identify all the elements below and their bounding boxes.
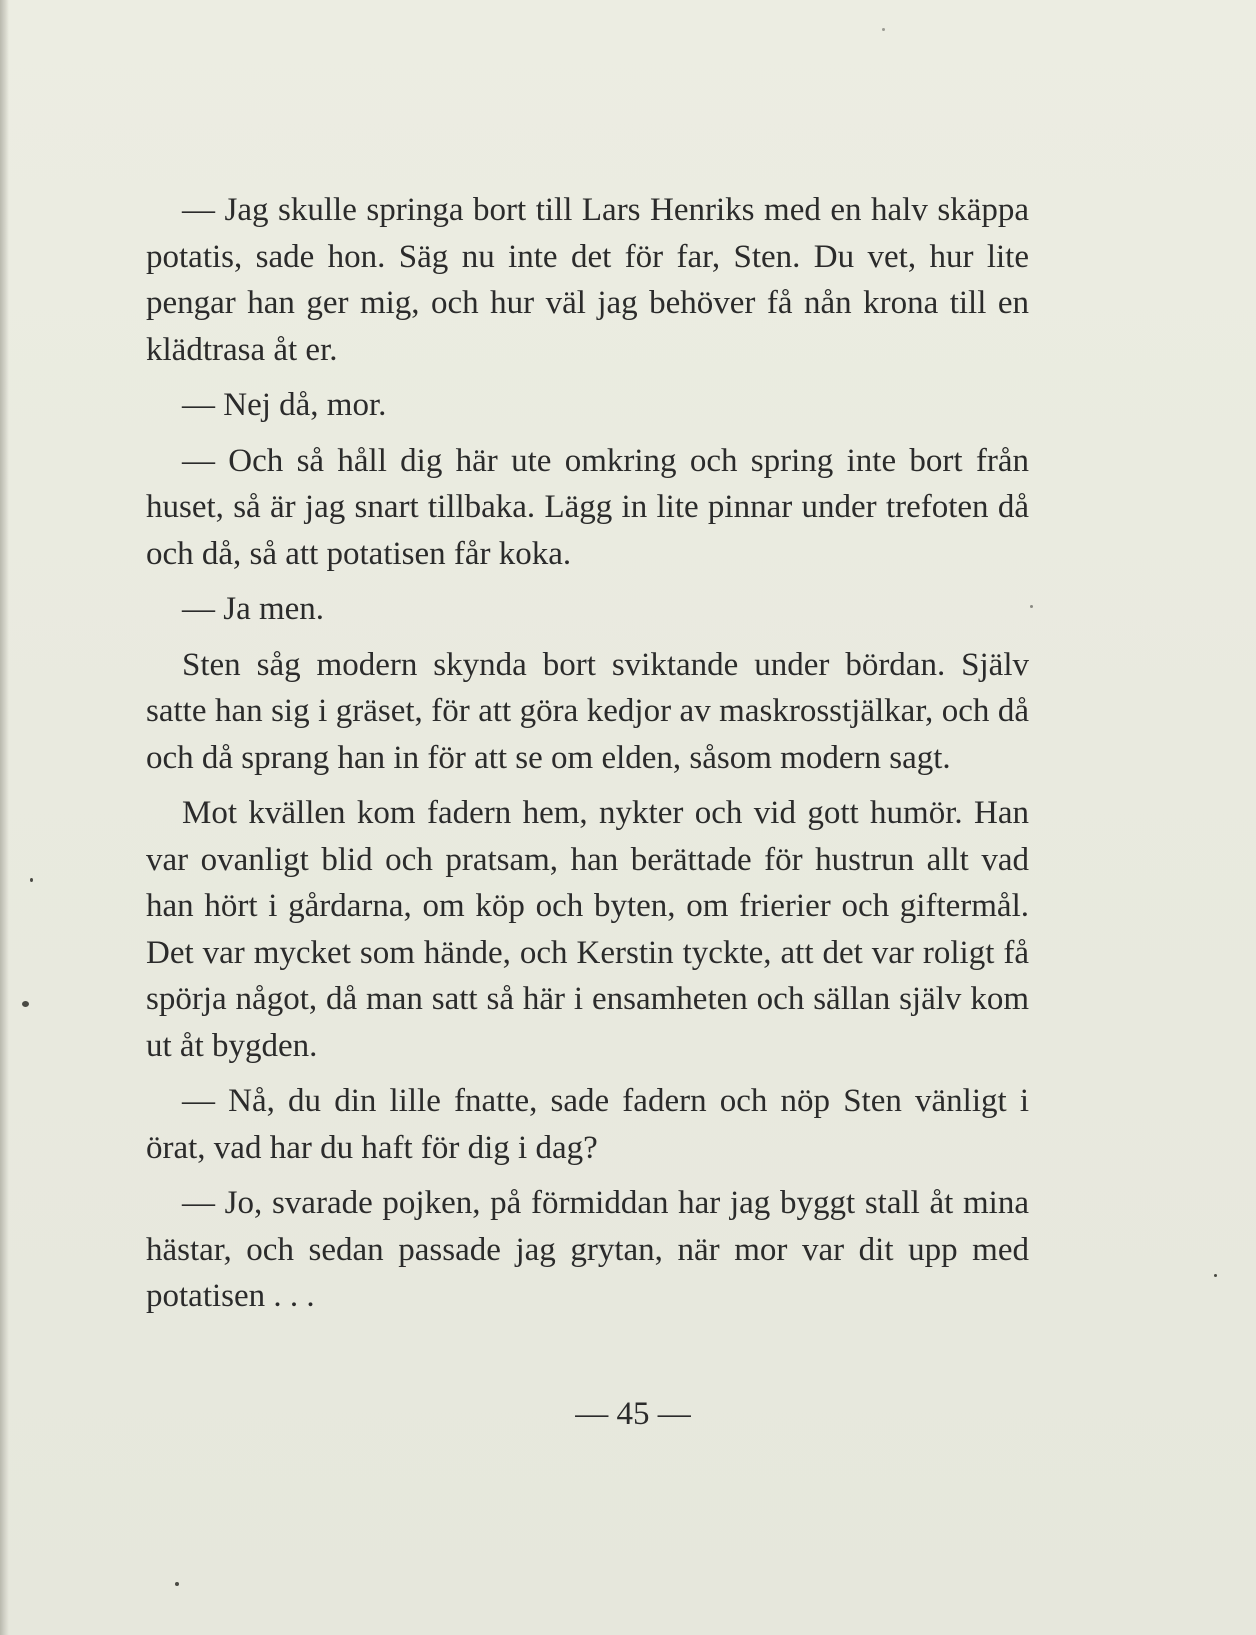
page-number: — 45 — [575, 1396, 691, 1432]
paper-speck [882, 28, 885, 31]
page-spine-shadow [0, 0, 9, 1635]
paragraph: — Och så håll dig här ute omkring och spring inte bort från huset, så är jag snart tillbaka. Lägg in lite pinnar under trefoten då och då, så att potatisen får koka. [146, 442, 1029, 572]
paper-speck [1030, 605, 1033, 608]
paper-speck [175, 1582, 179, 1586]
paragraph: — Nej då, mor. [182, 387, 387, 423]
paper-speck [1214, 1274, 1217, 1277]
paragraph: — Ja men. [182, 591, 325, 627]
paragraph: — Jo, svarade pojken, på förmiddan har jag byggt stall åt mina hästar, och sedan passade jag grytan, när mor var dit upp med potatisen . . . [146, 1185, 1029, 1314]
paper-speck [22, 1001, 29, 1007]
body-text [146, 187, 1029, 1329]
paragraph: Mot kvällen kom fadern hem, nykter och vid gott humör. Han var ovanligt blid och pratsam, han berättade för hustrun allt vad han hört i gårdarna, om köp och byten, om frierier och giftermål. Det var mycket som hände, och Kerstin tyckte, att det var roligt få spörja något, då man satt så här i ensamheten och sällan själv kom ut åt bygden. [146, 795, 1029, 1064]
paragraph: — Jag skulle springa bort till Lars Henriks med en halv skäppa potatis, sade hon. Säg nu inte det för far, Sten. Du vet, hur lite pengar han ger mig, och hur väl jag behöver få nån krona till en klädtrasa åt er. [146, 192, 1029, 368]
paragraph: Sten såg modern skynda bort sviktande under bördan. Själv satte han sig i gräset, för att göra kedjor av maskrosstjälkar, och då och då sprang han in för att se om elden, såsom modern sagt. [146, 646, 1029, 776]
paragraph: — Nå, du din lille fnatte, sade fadern och nöp Sten vänligt i örat, vad har du haft för dig i dag? [146, 1083, 1029, 1166]
paper-speck [30, 878, 33, 882]
